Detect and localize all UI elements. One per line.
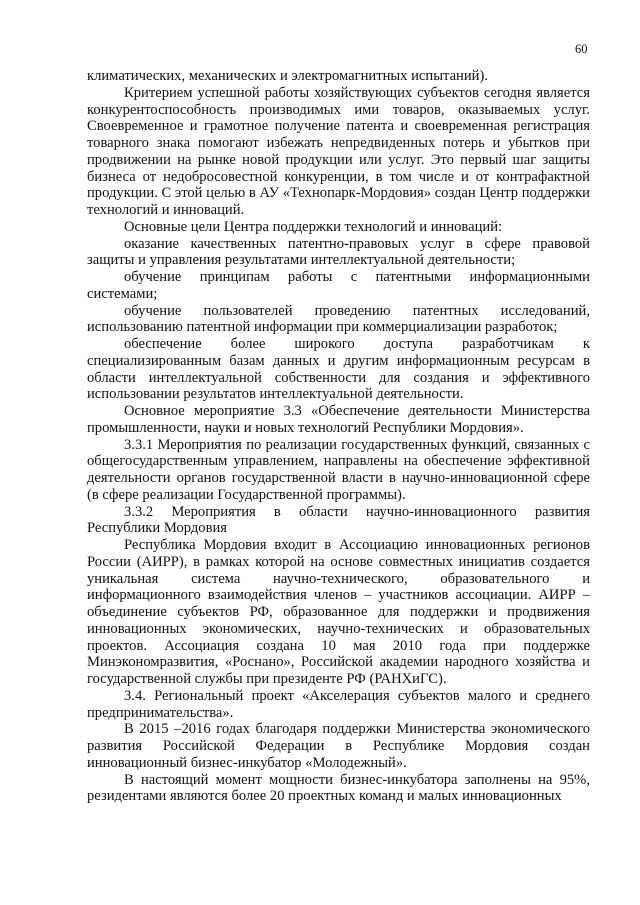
paragraph: обучение пользователей проведению патентных исследований, использованию патентной информации при коммерциализации разработок;	[87, 302, 590, 336]
paragraph: климатических, механических и электромагнитных испытаний).	[87, 68, 489, 84]
paragraph: 3.3.1 Мероприятия по реализации государственных функций, связанных с общегосударственным управлением, направлены на обеспечение эффективной деятельности органов государственной власти в научно-инновационной сфере (в сфере реализации Государственной программы).	[87, 436, 590, 503]
document-body	[87, 68, 590, 805]
paragraph: В 2015 –2016 годах благодаря поддержки Министерства экономического развития Российской Федерации в Республике Мордовия создан инновационный бизнес-инкубатор «Молодежный».	[87, 721, 590, 771]
paragraph: 3.3.2 Мероприятия в области научно-инновационного развития Республики Мордовия	[87, 503, 590, 537]
paragraph: 3.4. Региональный проект «Акселерация субъектов малого и среднего предпринимательства».	[87, 687, 590, 721]
page-number: 60	[575, 42, 588, 56]
paragraph: оказание качественных патентно-правовых услуг в сфере правовой защиты и управления результатами интеллектуальной деятельности;	[87, 235, 590, 269]
paragraph: Основные цели Центра поддержки технологий и инноваций:	[124, 218, 503, 235]
paragraph: обучение принципам работы с патентными информационными системами;	[87, 269, 590, 302]
paragraph: В настоящий момент мощности бизнес-инкубатора заполнены на 95%, резидентами являются более 20 проектных команд и малых инновационных	[87, 771, 590, 805]
paragraph: Республика Мордовия входит в Ассоциацию инновационных регионов России (АИРР), в рамках которой на основе совместных инициатив создается уникальная система научно-технического, образовательного и информационного взаимодействия членов – участников ассоциации. АИРР – объединение субъектов РФ, образованное для поддержки и продвижения инновационных экономических, научно-технических и образовательных проектов. Ассоциация создана 10 мая 2010 года при поддержке Минэкономразвития, «Роснано», Российской академии народного хозяйства и государственной службы при президенте РФ (РАНХиГС).	[87, 537, 590, 687]
paragraph: обеспечение более широкого доступа разработчикам к специализированным базам данных и другим информационным ресурсам в области интеллектуальной собственности для создания и эффективного использовании результатов интеллектуальной деятельности.	[87, 336, 590, 403]
paragraph: Критерием успешной работы хозяйствующих субъектов сегодня является конкурентоспособность производимых ими товаров, оказываемых услуг. Своевременное и грамотное получение патента и своевременная регистрация товарного знака помогают избежать непредвиденных потерь и убытков при продвижении на рынке новой продукции или услуг. Это первый шаг защиты бизнеса от недобросовестной конкуренции, в том числе и от контрафактной продукции. С этой целью в АУ «Технопарк-Мордовия» создан Центр поддержки технологий и инноваций.	[87, 84, 590, 218]
paragraph: Основное мероприятие 3.3 «Обеспечение деятельности Министерства промышленности, науки и новых технологий Республики Мордовия».	[87, 403, 590, 436]
